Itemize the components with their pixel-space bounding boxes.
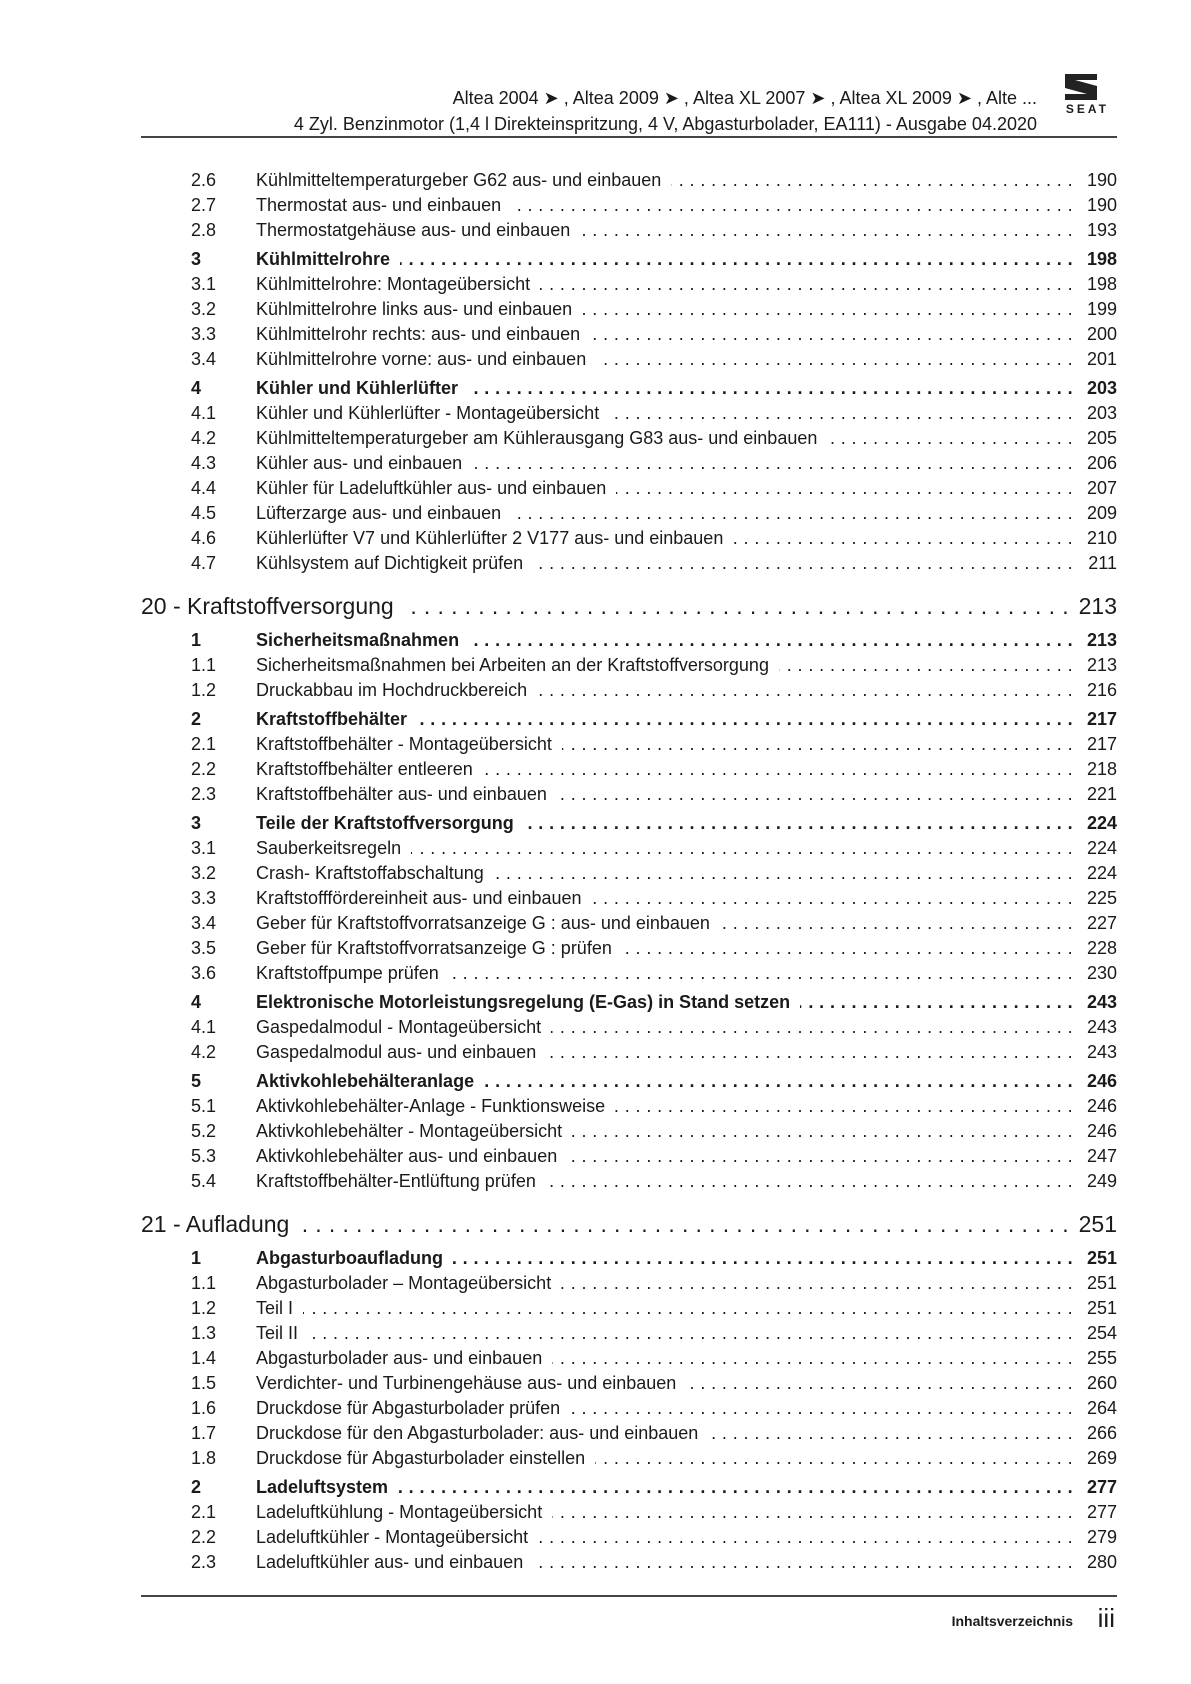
toc-number: 3.4: [191, 349, 217, 369]
toc-number: 3.2: [191, 863, 217, 883]
toc-leader: [256, 168, 1073, 193]
toc-entry[interactable]: [141, 936, 1117, 961]
toc-entry[interactable]: [141, 1271, 1117, 1296]
toc-page-number: 254: [1086, 1323, 1117, 1343]
toc-page-number: 243: [1086, 992, 1117, 1012]
toc-title: Druckdose für den Abgasturbolader: aus- und einbauen: [256, 1423, 708, 1443]
toc-leader: [256, 218, 1073, 243]
toc-page-number: 251: [1086, 1298, 1117, 1318]
toc-number: 2.6: [191, 170, 217, 190]
toc-title: Kühler und Kühlerlüfter - Montageübersicht: [256, 403, 609, 423]
toc-leader: [256, 861, 1073, 886]
toc-number: 3: [191, 249, 202, 269]
toc-entry[interactable]: [141, 678, 1117, 703]
toc-title: Ladeluftkühler aus- und einbauen: [256, 1552, 533, 1572]
toc-page-number: 230: [1086, 963, 1117, 983]
toc-number: 4.1: [191, 1017, 217, 1037]
toc-title: Kühlmittelrohr rechts: aus- und einbauen: [256, 324, 590, 344]
toc-page-number: 269: [1086, 1448, 1117, 1468]
toc-title: Abgasturboaufladung: [256, 1248, 453, 1268]
toc-title: Kühlmittelrohre: Montageübersicht: [256, 274, 540, 294]
toc-leader: [256, 961, 1073, 986]
toc-page-number: 205: [1086, 428, 1117, 448]
toc-page-number: 228: [1086, 938, 1117, 958]
toc-page-number: 193: [1086, 220, 1117, 240]
toc-leader: [256, 1040, 1073, 1065]
toc-page-number: 225: [1086, 888, 1117, 908]
toc-section[interactable]: [141, 707, 1117, 732]
toc-page-number: 247: [1086, 1146, 1117, 1166]
toc-leader: [256, 1446, 1073, 1471]
toc-page-number: 200: [1086, 324, 1117, 344]
toc-entry[interactable]: [141, 272, 1117, 297]
toc-leader: [256, 732, 1073, 757]
toc-page-number: 224: [1086, 813, 1117, 833]
toc-page-number: 246: [1086, 1096, 1117, 1116]
toc-number: 5.2: [191, 1121, 217, 1141]
toc-entry[interactable]: [141, 757, 1117, 782]
toc-title: Aktivkohlebehälteranlage: [256, 1071, 484, 1091]
toc-title: Abgasturbolader – Montageübersicht: [256, 1273, 561, 1293]
toc-number: 3.4: [191, 913, 217, 933]
toc-page-number: 224: [1086, 838, 1117, 858]
toc-entry[interactable]: [141, 347, 1117, 372]
toc-number: 4.3: [191, 453, 217, 473]
toc-title: Kühlmittelrohre vorne: aus- und einbauen: [256, 349, 596, 369]
toc-entry[interactable]: [141, 653, 1117, 678]
header-subtitle: 4 Zyl. Benzinmotor (1,4 l Direkteinspritzung, 4 V, Abgasturbolader, EA111) - Ausgabe 04.2020: [293, 114, 1037, 134]
toc-chapter[interactable]: [141, 588, 1117, 624]
toc-number: 2.2: [191, 759, 217, 779]
toc-title: Kühlmittelrohre: [256, 249, 400, 269]
toc-entry[interactable]: [141, 551, 1117, 576]
toc-number: 3.3: [191, 888, 217, 908]
toc-leader: [256, 911, 1073, 936]
toc-title: Teile der Kraftstoffversorgung: [256, 813, 524, 833]
toc-leader: [256, 297, 1073, 322]
toc-leader: [256, 836, 1073, 861]
toc-number: 3: [191, 813, 202, 833]
toc-title: Kühler für Ladeluftkühler aus- und einbauen: [256, 478, 616, 498]
toc-title: Kraftstoffbehälter: [256, 709, 417, 729]
toc-page-number: 255: [1086, 1348, 1117, 1368]
footer-label: Inhaltsverzeichnis: [951, 1613, 1073, 1629]
toc-leader: [256, 376, 1073, 401]
toc-entry[interactable]: [141, 861, 1117, 886]
toc-number: 3.1: [191, 838, 217, 858]
toc-entry[interactable]: [141, 193, 1117, 218]
toc-number: 3.5: [191, 938, 217, 958]
toc-title: Aktivkohlebehälter - Montageübersicht: [256, 1121, 572, 1141]
toc-title: Kraftstoffbehälter - Montageübersicht: [256, 734, 562, 754]
toc-title: Kühlmitteltemperaturgeber am Kühlerausgang G83 aus- und einbauen: [256, 428, 827, 448]
toc-title: Ladeluftkühler - Montageübersicht: [256, 1527, 538, 1547]
toc-page-number: 199: [1086, 299, 1117, 319]
toc-leader: [141, 588, 1069, 624]
toc-page-number: 207: [1086, 478, 1117, 498]
toc-number: 2.8: [191, 220, 217, 240]
toc-number: 1.6: [191, 1398, 217, 1418]
toc-leader: [256, 526, 1073, 551]
toc-number: 1.5: [191, 1373, 217, 1393]
toc-title: Sicherheitsmaßnahmen: [256, 630, 469, 650]
toc-number: 2: [191, 709, 202, 729]
header-title: Altea 2004 ➤ , Altea 2009 ➤ , Altea XL 2007 ➤ , Altea XL 2009 ➤ , Alte ...: [452, 88, 1037, 108]
toc-title: Druckdose für Abgasturbolader einstellen: [256, 1448, 595, 1468]
toc-leader: [256, 426, 1073, 451]
toc-title: Crash- Kraftstoffabschaltung: [256, 863, 494, 883]
toc-section[interactable]: [141, 376, 1117, 401]
toc-leader: [256, 476, 1073, 501]
toc-entry[interactable]: [141, 168, 1117, 193]
toc-number: 5: [191, 1071, 202, 1091]
toc-leader: [256, 1271, 1073, 1296]
toc-leader: [256, 347, 1073, 372]
toc-title: Kraftstoffbehälter-Entlüftung prüfen: [256, 1171, 546, 1191]
toc-entry[interactable]: [141, 1015, 1117, 1040]
toc-page-number: 217: [1086, 734, 1117, 754]
toc-number: 1.1: [191, 1273, 217, 1293]
toc-leader: [256, 1119, 1073, 1144]
toc-leader: [256, 1321, 1073, 1346]
toc-title: 20 - Kraftstoffversorgung: [141, 593, 404, 619]
toc-page-number: 251: [1086, 1248, 1117, 1268]
toc-title: Abgasturbolader aus- und einbauen: [256, 1348, 552, 1368]
toc-title: Sicherheitsmaßnahmen bei Arbeiten an der Kraftstoffversorgung: [256, 655, 779, 675]
toc-page-number: 277: [1086, 1502, 1117, 1522]
seat-s-icon: [1061, 72, 1101, 102]
toc-section[interactable]: [141, 1069, 1117, 1094]
toc-entry[interactable]: [141, 476, 1117, 501]
toc-number: 3.2: [191, 299, 217, 319]
toc-page-number: 206: [1086, 453, 1117, 473]
toc-leader: [256, 451, 1073, 476]
toc-entry[interactable]: [141, 732, 1117, 757]
toc-leader: [256, 1069, 1073, 1094]
toc-entry[interactable]: [141, 836, 1117, 861]
toc-number: 1: [191, 630, 202, 650]
toc-title: Geber für Kraftstoffvorratsanzeige G : prüfen: [256, 938, 622, 958]
toc-leader: [256, 1500, 1073, 1525]
toc-title: Aktivkohlebehälter aus- und einbauen: [256, 1146, 567, 1166]
toc-page-number: 277: [1086, 1477, 1117, 1497]
toc-number: 1.1: [191, 655, 217, 675]
toc-title: Sauberkeitsregeln: [256, 838, 411, 858]
toc-entry[interactable]: [141, 886, 1117, 911]
toc-leader: [256, 193, 1073, 218]
toc-entry[interactable]: [141, 782, 1117, 807]
toc-title: Kühler aus- und einbauen: [256, 453, 472, 473]
toc-leader: [256, 678, 1073, 703]
toc-leader: [256, 936, 1073, 961]
toc-title: Ladeluftkühlung - Montageübersicht: [256, 1502, 552, 1522]
toc-entry[interactable]: [141, 1119, 1117, 1144]
toc-entry[interactable]: [141, 1446, 1117, 1471]
toc-entry[interactable]: [141, 297, 1117, 322]
toc-entry[interactable]: [141, 322, 1117, 347]
toc-leader: [256, 1525, 1073, 1550]
toc-entry[interactable]: [141, 1144, 1117, 1169]
toc-entry[interactable]: [141, 501, 1117, 526]
toc-number: 2: [191, 1477, 202, 1497]
toc-title: Kühlmitteltemperaturgeber G62 aus- und einbauen: [256, 170, 671, 190]
toc-page-number: 266: [1086, 1423, 1117, 1443]
toc-leader: [256, 551, 1073, 576]
toc-page-number: 227: [1086, 913, 1117, 933]
toc-entry[interactable]: [141, 961, 1117, 986]
toc-page-number: 203: [1086, 378, 1117, 398]
toc-number: 2.3: [191, 1552, 217, 1572]
toc-number: 2.1: [191, 1502, 217, 1522]
toc-page-number: 249: [1086, 1171, 1117, 1191]
toc-leader: [256, 1015, 1073, 1040]
toc-page-number: 243: [1086, 1017, 1117, 1037]
toc-page-number: 213: [1078, 593, 1117, 619]
header-rule: [141, 136, 1117, 138]
toc-number: 1.2: [191, 1298, 217, 1318]
toc-entry[interactable]: [141, 1396, 1117, 1421]
toc-number: 2.3: [191, 784, 217, 804]
toc-leader: [256, 886, 1073, 911]
toc-entry[interactable]: [141, 451, 1117, 476]
toc-title: Gaspedalmodul aus- und einbauen: [256, 1042, 546, 1062]
toc-number: 4.5: [191, 503, 217, 523]
toc-number: 4.2: [191, 1042, 217, 1062]
toc-section[interactable]: [141, 247, 1117, 272]
toc-number: 1.8: [191, 1448, 217, 1468]
toc-page-number: 246: [1086, 1121, 1117, 1141]
toc-leader: [256, 322, 1073, 347]
toc-title: Verdichter- und Turbinengehäuse aus- und einbauen: [256, 1373, 686, 1393]
toc-entry[interactable]: [141, 218, 1117, 243]
toc-number: 4: [191, 992, 202, 1012]
toc-number: 1.2: [191, 680, 217, 700]
toc-number: 5.4: [191, 1171, 217, 1191]
toc-title: Gaspedalmodul - Montageübersicht: [256, 1017, 551, 1037]
toc-section[interactable]: [141, 1475, 1117, 1500]
footer-page-number: iii: [1097, 1603, 1115, 1633]
toc-title: Lüfterzarge aus- und einbauen: [256, 503, 511, 523]
toc-title: Druckdose für Abgasturbolader prüfen: [256, 1398, 570, 1418]
toc-page-number: 213: [1086, 655, 1117, 675]
toc-title: Aktivkohlebehälter-Anlage - Funktionsweise: [256, 1096, 615, 1116]
toc-leader: [256, 707, 1073, 732]
toc-entry[interactable]: [141, 1321, 1117, 1346]
toc-leader: [256, 757, 1073, 782]
toc-title: Kraftstoffpumpe prüfen: [256, 963, 449, 983]
toc-title: Teil II: [256, 1323, 308, 1343]
toc-title: Kühlmittelrohre links aus- und einbauen: [256, 299, 582, 319]
toc-page-number: 190: [1086, 195, 1117, 215]
toc-number: 1.3: [191, 1323, 217, 1343]
toc-page-number: 246: [1086, 1071, 1117, 1091]
toc-number: 2.1: [191, 734, 217, 754]
toc-entry[interactable]: [141, 1296, 1117, 1321]
toc-page-number: 211: [1088, 553, 1117, 573]
toc-number: 4.1: [191, 403, 217, 423]
toc-leader: [256, 247, 1073, 272]
toc-entry[interactable]: [141, 911, 1117, 936]
toc-leader: [256, 1371, 1073, 1396]
toc-number: 4.2: [191, 428, 217, 448]
toc-leader: [256, 501, 1073, 526]
toc-title: Kraftstoffbehälter entleeren: [256, 759, 483, 779]
toc-entry[interactable]: [141, 1169, 1117, 1194]
toc-section[interactable]: [141, 628, 1117, 653]
toc-title: Ladeluftsystem: [256, 1477, 398, 1497]
toc-section[interactable]: [141, 990, 1117, 1015]
toc-leader: [256, 653, 1073, 678]
toc-title: Thermostatgehäuse aus- und einbauen: [256, 220, 580, 240]
toc-page-number: 251: [1078, 1211, 1117, 1237]
toc-leader: [256, 1421, 1073, 1446]
toc-title: Geber für Kraftstoffvorratsanzeige G : aus- und einbauen: [256, 913, 720, 933]
toc-entry[interactable]: [141, 526, 1117, 551]
toc-page-number: 216: [1086, 680, 1117, 700]
toc-section[interactable]: [141, 1246, 1117, 1271]
page-header: [141, 78, 1117, 138]
toc-leader: [256, 1346, 1073, 1371]
toc-page-number: 209: [1086, 503, 1117, 523]
table-of-contents: [141, 168, 1117, 1575]
toc-title: Druckabbau im Hochdruckbereich: [256, 680, 537, 700]
toc-title: Elektronische Motorleistungsregelung (E-Gas) in Stand setzen: [256, 992, 800, 1012]
toc-page-number: 198: [1086, 274, 1117, 294]
toc-page-number: 264: [1086, 1398, 1117, 1418]
toc-entry[interactable]: [141, 1421, 1117, 1446]
logo-text: SEAT: [1065, 102, 1109, 116]
toc-chapter[interactable]: [141, 1206, 1117, 1242]
toc-title: Thermostat aus- und einbauen: [256, 195, 511, 215]
toc-page-number: 198: [1086, 249, 1117, 269]
toc-number: 1.4: [191, 1348, 217, 1368]
toc-number: 2.2: [191, 1527, 217, 1547]
toc-leader: [256, 401, 1073, 426]
toc-title: Kraftstoffbehälter aus- und einbauen: [256, 784, 557, 804]
toc-leader: [256, 628, 1073, 653]
toc-number: 4.4: [191, 478, 217, 498]
toc-leader: [256, 1296, 1073, 1321]
toc-entry[interactable]: [141, 1525, 1117, 1550]
toc-leader: [256, 1169, 1073, 1194]
seat-logo: [1053, 72, 1109, 122]
toc-entry[interactable]: [141, 426, 1117, 451]
toc-number: 3.3: [191, 324, 217, 344]
toc-page-number: 203: [1086, 403, 1117, 423]
toc-number: 3.6: [191, 963, 217, 983]
toc-title: Kraftstofffördereinheit aus- und einbauen: [256, 888, 592, 908]
toc-number: 4.7: [191, 553, 217, 573]
toc-number: 3.1: [191, 274, 217, 294]
toc-entry[interactable]: [141, 1346, 1117, 1371]
toc-page-number: 190: [1086, 170, 1117, 190]
toc-leader: [256, 1144, 1073, 1169]
toc-leader: [256, 811, 1073, 836]
toc-page-number: 210: [1086, 528, 1117, 548]
toc-title: Kühler und Kühlerlüfter: [256, 378, 468, 398]
toc-entry[interactable]: [141, 1550, 1117, 1575]
toc-leader: [256, 1396, 1073, 1421]
toc-page-number: 279: [1086, 1527, 1117, 1547]
toc-title: Kühlerlüfter V7 und Kühlerlüfter 2 V177 aus- und einbauen: [256, 528, 733, 548]
toc-page-number: 221: [1086, 784, 1117, 804]
toc-number: 4.6: [191, 528, 217, 548]
toc-leader: [141, 1206, 1069, 1242]
toc-leader: [256, 1475, 1073, 1500]
toc-number: 5.3: [191, 1146, 217, 1166]
toc-leader: [256, 782, 1073, 807]
toc-number: 2.7: [191, 195, 217, 215]
toc-title: Teil I: [256, 1298, 303, 1318]
toc-number: 1.7: [191, 1423, 217, 1443]
toc-page-number: 243: [1086, 1042, 1117, 1062]
toc-section[interactable]: [141, 811, 1117, 836]
toc-leader: [256, 272, 1073, 297]
toc-entry[interactable]: [141, 1500, 1117, 1525]
toc-page-number: 260: [1086, 1373, 1117, 1393]
toc-page-number: 280: [1086, 1552, 1117, 1572]
toc-entry[interactable]: [141, 1040, 1117, 1065]
toc-page-number: 217: [1086, 709, 1117, 729]
toc-title: 21 - Aufladung: [141, 1211, 299, 1237]
toc-number: 1: [191, 1248, 202, 1268]
toc-page-number: 224: [1086, 863, 1117, 883]
toc-entry[interactable]: [141, 1371, 1117, 1396]
toc-leader: [256, 1094, 1073, 1119]
footer-rule: [141, 1595, 1117, 1597]
toc-title: Kühlsystem auf Dichtigkeit prüfen: [256, 553, 533, 573]
toc-page-number: 201: [1086, 349, 1117, 369]
toc-leader: [256, 990, 1073, 1015]
toc-page-number: 251: [1086, 1273, 1117, 1293]
toc-number: 4: [191, 378, 202, 398]
toc-entry[interactable]: [141, 1094, 1117, 1119]
toc-page-number: 213: [1086, 630, 1117, 650]
toc-number: 5.1: [191, 1096, 217, 1116]
toc-entry[interactable]: [141, 401, 1117, 426]
toc-page-number: 218: [1086, 759, 1117, 779]
toc-leader: [256, 1246, 1073, 1271]
toc-leader: [256, 1550, 1073, 1575]
